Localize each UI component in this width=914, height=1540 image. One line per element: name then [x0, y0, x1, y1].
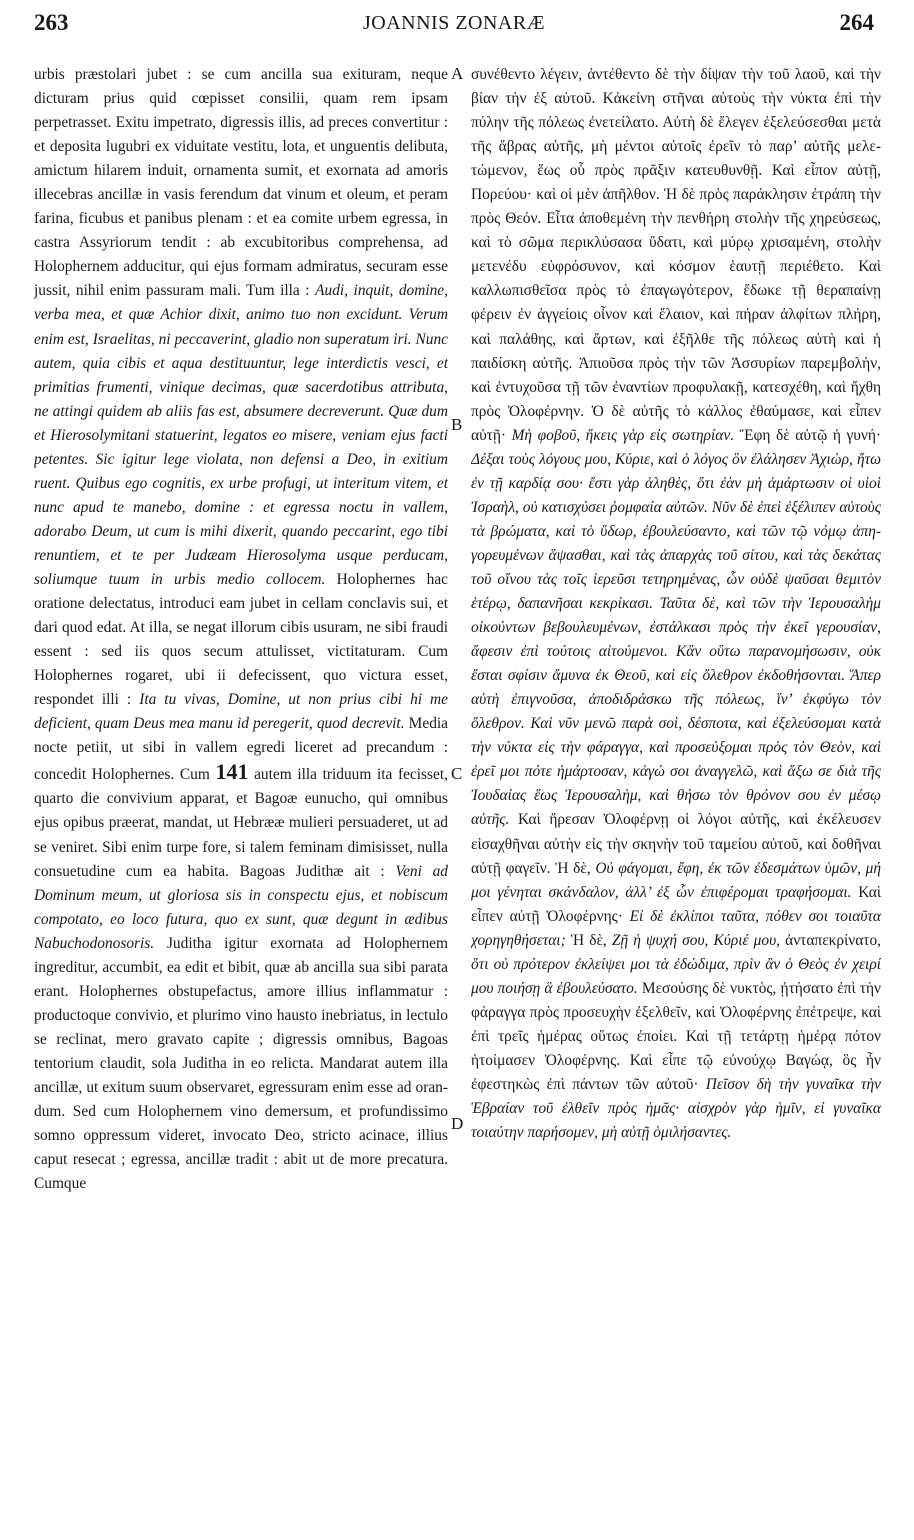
- latin-text: autem illa triduum ita fecisset, quarto die convivium apparat, et Bagoæ eunucho, qui omnibus ejus opibus præerat, mandat, ut Hebrææ mulieri persuaderet, ut ad se veniret. Sibi enim turpe fore, si talem feminam dimisisset, nulla consuetudine cum ea habita. Bagoas Judithæ ait :: [34, 766, 448, 880]
- margin-marker-b: B: [451, 415, 463, 434]
- greek-italic-text: Δέξαι τοὺς λόγους μου, Κύριε, καὶ ὁ λόγος ὃν ἐλάλησεν Ἀχιὼρ, ἤτω ἐν τῇ καρδίᾳ σου· ἔστι γὰρ ἀληθὲς, ὅτι ἐὰν μὴ ἁμάρτωσιν οἱ υἱοὶ Ἰσραὴλ, οὐ κατισχύσει ῥομφαία αὐτῶν. Νῦν δὲ ἐπεὶ ἐξέλιπεν αὐτοὺς τὰ βρώματα, καὶ τὸ ὕδωρ, ἐβουλεύσαντο, καὶ τῶν τῷ νόμῳ ἀπηγορευμένων ἅψασθαι, καὶ τὰς ἀπαρχὰς τοῦ σίτου, καὶ τὰς δεκάτας τοῦ οἴνου τὰς τοῖς ἱερεῦσι τετηρημένας, ὧν οὐδὲ ψαῦσαι θεμιτὸν ἑτέρῳ, δαπανῆσαι κεκρίκασι. Ταῦτα δὲ, καὶ τῶν τὴν Ἱερουσαλὴμ οἰκούντων βεβουλευμένων, ἐστάλκασι πρὸς τὴν ἐκεῖ γερουσίαν, ἄφεσιν ἐπὶ τούτοις αἰτούμενοι. Κἂν οὕτω παρανομήσωσιν, οὐκ ἔσται σφίσιν ἄμυνα ἐκ Θεοῦ, καὶ εἰς ὄλεθρον ἐκδοθήσονται. Ἅπερ αὐτὴ ἐπιγνοῦσα, ἀποδιδράσκω τῆς πόλεως, ἵν’ ἐκφύγω τὸν ὄλεθρον. Καὶ νῦν μενῶ παρὰ σοὶ, δέσποτα, καὶ ἐξελεύσομαι κατὰ τὴν νύκτα εἰς τὴν φάραγγα, καὶ προσεύξομαι πρὸς τὸν Θεὸν, καὶ ἐρεῖ μοι πότε ἡμάρτοσαν, κἀγώ σοι ἀναγγελῶ, καὶ ἄξω σε διὰ τῆς Ἰουδαίας ἕως Ἱερουσαλὴμ, καὶ θήσω τὸν θρόνον σου ἐν μέσῳ αὐτῆς.: [471, 450, 881, 829]
- latin-column: [34, 63, 448, 1503]
- margin-marker-a: A: [451, 64, 464, 83]
- greek-text: Μεσούσης δὲ νυκτὸς, ᾐτήσατο ἐπὶ τὴν φάραγγα πρὸς προσευχὴν ἐξελθεῖν, καὶ Ὀλοφέρνης ἐπέτρεψε, καὶ ἐπὶ τρεῖς ἡμέρας οὕτως ἐποίει. Καὶ τῇ τετάρτῃ ἡμέρᾳ πότον ἡτοίμασεν Ὀλοφέρνης. Καὶ εἶπε τῷ εὐνούχῳ Βαγώᾳ, ὃς ἦν ἐφεστηκὼς ἐπὶ πάντων τῶν αὐτοῦ·: [471, 979, 881, 1093]
- greek-text: ἀνταπεκρίνατο,: [785, 931, 881, 949]
- page-number-right: 264: [839, 10, 874, 35]
- greek-paragraph: [471, 63, 881, 1145]
- greek-italic-text: Πεῖσον δὴ τὴν γυναῖκα τὴν Ἑβραίαν τοῦ ἐλθεῖν πρὸς ἡμᾶς· αἰσχρὸν γὰρ ἡμῖν, εἰ γυναῖκα τοιαύτην παρήσομεν, μὴ αὐτῇ ὁμιλήσαντες.: [471, 1075, 881, 1142]
- latin-paragraph: [34, 63, 448, 1196]
- greek-text: Ἡ δὲ,: [570, 931, 607, 949]
- greek-text: Καὶ εἶπεν αὐτῇ Ὀλοφέρνης·: [471, 883, 881, 925]
- page-number-left: 263: [34, 10, 69, 35]
- greek-column: [471, 63, 881, 1503]
- latin-text: Holophernes hac oratione delectatus, introduci eam jubet in cellam conclavis sui, et dari quod edat. At illa, se negat illorum cibis usuram, ne sibi fraudi essent : sed iis quos secum attulisset, victitaturam. Cum Holophernes rogaret, ubi ii defecissent, quo victura esset, respondet illi :: [34, 570, 448, 709]
- greek-italic-text: Ζῇ ἡ ψυχή σου, Κύριέ μου,: [611, 931, 781, 949]
- greek-text: Καὶ ἤρεσαν Ὀλοφέρνῃ οἱ λόγοι αὐτῆς, καὶ ἐκέλευσεν εἰσαχθῆναι αὐτὴν εἰς τὴν σκηνὴν τοῦ ταμείου αὐτοῦ, καὶ δοθῆναι αὐτῇ φαγεῖν. Ἡ δὲ,: [471, 811, 881, 877]
- latin-text: Media nocte petiit, ut sibi in vallem egredi liceret ad precandum : concedit Holophernes. Cum: [34, 715, 448, 784]
- latin-italic-text: Ita tu vivas, Domine, ut non prius cibi hi me deficient, quam Deus mea manu id peregerit, quod decrevit.: [34, 691, 448, 733]
- latin-text: urbis præstolari jubet : se cum ancilla sua exituram, neque dicturam prius quid cœpisset consilii, quam rem ipsam perpetrasset. Exitu impetrato, digressis illis, ad preces convertitur : et deposita lugubri ex viduitate vestitu, lota, et unguentis delibuta, amictum hilarem induit, ornamenta sumit, et exornata ad amoris illecebras ancillæ in vasis ferendum dat vinum et oleum, et peram farina, ficubus et panibus plenam : et ea comite urbem egressa, in castra Assyriorum tendit : ab excubitoribus comprehensa, ad Holophernem adducitur, qui ejus formam admiratus, securam esse jussit, nihil enim passuram mali. Tum illa :: [34, 66, 448, 300]
- latin-italic-text: Audi, inquit, domine, verba mea, et quæ Achior dixit, animo tuo non excidunt. Verum enim est, Israelitas, ni peccaverint, gladio non superatum iri. Nunc autem, quia cibis et aqua destituuntur, lege interdictis vesci, et primitias frumenti, vinique decimas, quæ sacerdotibus attributa, ne attingi quidem ab aliis fas est, absumere decreverunt. Quæ dum et Hierosolymitani statuerint, legatos eo misere, veniam ejus facti petentes. Sic igitur lege violata, non defensi a Deo, in exitium ruent. Quibus ego cognitis, ex urbe profugi, ut interitum vitem, et nunc apud te manebo, domine : et egressa noctu in vallem, adorabo Deum, ut cum is mihi dixerit, quando peccarint, ego tibi renuntiem, et te per Judæam Hierosolyma usque perducam, soliumque tuum in urbis medio collocem.: [34, 282, 448, 588]
- section-number: 141: [215, 759, 249, 785]
- greek-text: Ἔφη δὲ αὐτῷ ἡ γυνή·: [739, 426, 881, 444]
- margin-marker-d: D: [451, 1114, 464, 1133]
- greek-italic-text: ὅτι οὐ πρότερον ἐκλείψει μοι τὰ ἐδώδιμα, πρὶν ἂν ὁ Θεὸς ἐν χειρί μου ποιήσῃ ἃ ἐβουλεύσατο.: [471, 955, 881, 997]
- greek-text: συνέθεντο λέγειν, ἀντέθεντο δὲ τὴν δίψαν τὴν τοῦ λαοῦ, καὶ τὴν βίαν τὴν ἐξ αὐτοῦ. Κἀκείνη στῆναι αὐτοὺς τὴν νύκτα ἐπὶ τὴν πύλην τῆς πόλεως ἐνετείλατο. Αὐτὴ δὲ ἔλεγεν ἐξελεύσεσθαι μετὰ τῆς ἄβρας αὐτῆς, μὴ μέντοι αὐτοῖς ἐρεῖν τὸ παρ’ αὐτῆς μελετώμενον, ἕως οὗ πρὸς πρᾶξιν κατευθυνθῇ. Καὶ εἶπον αὐτῇ, Πορεύου· καὶ οἱ μὲν ἀπῆλθον. Ἡ δὲ πρὸς παράκλησιν ἐτράπη τὴν πρὸς Θεόν. Εἶτα ἀποθεμένη τὴν πενθήρη στολὴν τῆς χηρεύσεως, καὶ τὸ σῶμα περικλύσασα ὕδατι, καὶ μύρῳ χρισαμένη, στολὴν μετενέδυ εὐφρόσυνον, καὶ κόσμον ἑαυτῇ περιέθετο. Καὶ καλλωπισθεῖσα πρὸς τὸ ἐπαγωγότερον, ἔδωκε τῇ θεραπαίνῃ φέρειν ἐν ἀγγείοις οἶνον καὶ ἔλαιον, καὶ πήραν ἀλφίτων πλήρη, καὶ παλάθης, καὶ ἄρτων, καὶ ἐξῆλθε τῆς πόλεως αὐτὴ καὶ ἡ παιδίσκη αὐτῆς. Ἀπιοῦσα πρὸς τὴν τῶν Ἀσσυρίων παρεμβολὴν, καὶ ἐντυχοῦσα τῇ τῶν ἐναντίων προφυλακῇ, κατεσχέθη, καὶ ἤχθη πρὸς Ὀλοφέρνην. Ὁ δὲ αὐτῆς τὸ κάλλος ἐθαύμασε, καὶ εἶπεν αὐτῇ·: [471, 66, 881, 444]
- running-title: JOANNIS ZONARÆ: [362, 12, 545, 34]
- margin-marker-c: C: [451, 764, 463, 783]
- running-header: [34, 8, 874, 48]
- latin-italic-text: Veni ad Dominum meum, ut gloriosa sis in conspectu ejus, et nobiscum compotato, eo loco futura, quo ex sunt, quæ degunt in ædibus Nabuchodonosoris.: [34, 862, 448, 952]
- greek-italic-text: Οὐ φάγομαι, ἔφη, ἐκ τῶν ἐδεσμάτων ὑμῶν, μή μοι γένηται σκάνδαλον, ἀλλ’ ἐξ ὧν ἐπιφέρομαι τραφήσομαι.: [471, 859, 881, 901]
- latin-text: Juditha igitur exornata ad Holophernem ingreditur, accumbit, ea edit et bibit, quæ ab ancilla sua sibi parata erant. Holophernes obstupefactus, amore illius inflammatur : productoque convivio, et plurimo vino hausto inebriatus, in lectulo se reclinat, mero gravato capite ; digressis omnibus, Bagoas tentorium claudit, sola Juditha in eo relicta. Mandarat autem illa ancillæ, ut exitum suum observaret, egressuram enim esse ad orandum. Sed cum Holophernem vino demersum, et profundissimo somno oppressum videret, invocato Deo, stricto acinace, illius caput resecat ; egressa, ancillæ tradit : abit ut de more precatura. Cumque: [34, 934, 448, 1193]
- greek-italic-text: Μὴ φοβοῦ, ἥκεις γὰρ εἰς σωτηρίαν.: [511, 426, 735, 444]
- greek-italic-text: Εἰ δὲ ἐκλίποι ταῦτα, πόθεν σοι τοιαῦτα χορηγηθήσεται;: [471, 907, 881, 949]
